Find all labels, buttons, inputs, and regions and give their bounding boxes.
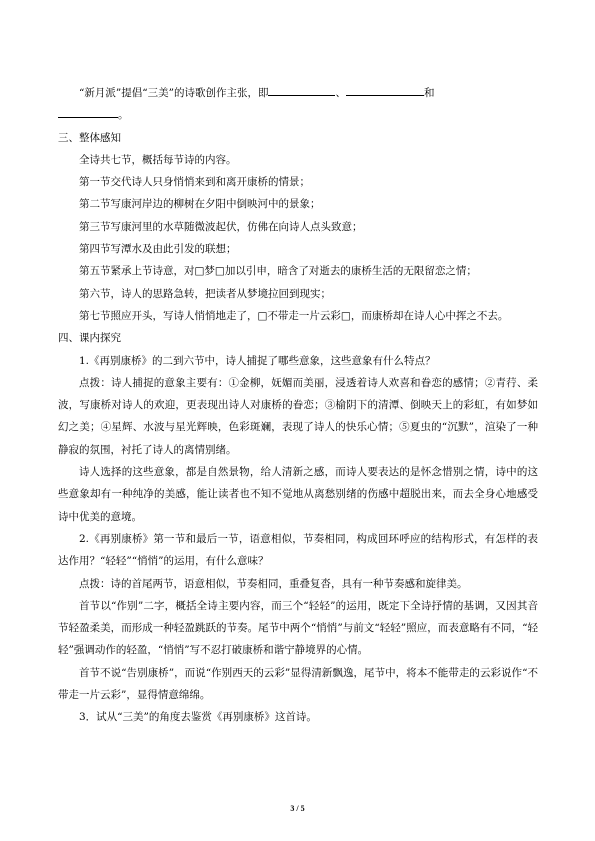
- question-2: 2.《再别康桥》第一节和最后一节，语意相似，节奏相同，构成回环呼应的结构形式，有怎样的表达作用？“轻轻”“悄悄”的运用，有什么意味？: [58, 532, 538, 568]
- page-content: [58, 82, 538, 729]
- section3-line: 第六节，诗人的思路急转，把读者从梦境拉回到现实；: [79, 287, 331, 300]
- section3-line: 第四节写潭水及由此引发的联想；: [79, 243, 237, 256]
- section3-line: 第五节紧承上节诗意，对□梦□加以引申，暗含了对逝去的康桥生活的无限留恋之情；: [79, 265, 477, 278]
- intro-separator-2: 和: [423, 87, 435, 99]
- section3-heading: 三、整体感知: [58, 131, 121, 144]
- answer-2: 点拨：诗的首尾两节，语意相似，节奏相同，重叠复沓，具有一种节奏感和旋律美。: [79, 577, 468, 590]
- section3-line: 第七节照应开头，写诗人悄悄地走了，□不带走一片云彩□，而康桥却在诗人心中挥之不去。: [79, 309, 509, 322]
- question-3: 3．试从“三美”的角度去鉴赏《再别康桥》这首诗。: [79, 711, 317, 724]
- section4-heading: 四、课内探究: [58, 332, 121, 345]
- intro-end: 。: [118, 109, 129, 122]
- question-1: 1.《再别康桥》的二到六节中，诗人捕捉了哪些意象，这些意象有什么特点？: [79, 354, 436, 367]
- answer-blank-3: [58, 106, 118, 118]
- answer-1: 点拨：诗人捕捉的意象主要有：①金柳，妩媚而美丽，浸透着诗人欢喜和眷恋的感情；②青荇、柔波，写康桥对诗人的欢迎，更表现出诗人对康桥的眷恋；③榆阴下的清潭、倒映天上的彩虹，有如梦如幻之美；④星辉、水波与星光辉映，色彩斑斓，表现了诗人的快乐心情；⑤夏虫的“沉默”，渲染了一种静寂的氛围，衬托了诗人的离情别绪。: [58, 376, 538, 456]
- section3-line: 第二节写康河岸边的柳树在夕阳中倒映河中的景象；: [79, 198, 321, 211]
- section3-line: 全诗共七节，概括每节诗的内容。: [79, 153, 237, 166]
- intro-text: “新月派”提倡“三美”的诗歌创作主张，即: [79, 87, 269, 99]
- answer-1-continued: 诗人选择的这些意象，都是自然景物，给人清新之感，而诗人要表达的是怀念惜别之情，诗中的这些意象却有一种纯净的美感，能让读者也不知不觉地从离愁别绪的伤感中超脱出来，而去全身心地感受诗中优美的意境。: [58, 466, 538, 523]
- section3-line: 第三节写康河里的水草随微波起伏，仿佛在向诗人点头致意；: [79, 220, 363, 233]
- intro-paragraph: [58, 82, 538, 127]
- intro-separator-1: 、: [335, 87, 346, 99]
- answer-2-continued: 首节以“作别”二字，概括全诗主要内容，而三个“轻轻”的运用，既定下全诗抒情的基调，又因其音节轻盈柔美，而形成一种轻盈跳跃的节奏。尾节中两个“悄悄”与前文“轻轻”照应，而表意略有不同，“轻轻”强调动作的轻盈，“悄悄”写不忍打破康桥和谐宁静境界的心情。: [58, 599, 538, 657]
- answer-blank-2: [346, 84, 424, 96]
- answer-2-final: 首节不说“告别康桥”，而说“作别西天的云彩”显得清新飘逸，尾节中，将本不能带走的云彩说作“不带走一片云彩”，显得情意绵绵。: [58, 666, 538, 702]
- page-number: 3 / 5: [290, 804, 305, 813]
- answer-blank-1: [268, 84, 335, 96]
- section3-line: 第一节交代诗人只身悄悄来到和离开康桥的情景；: [79, 176, 310, 189]
